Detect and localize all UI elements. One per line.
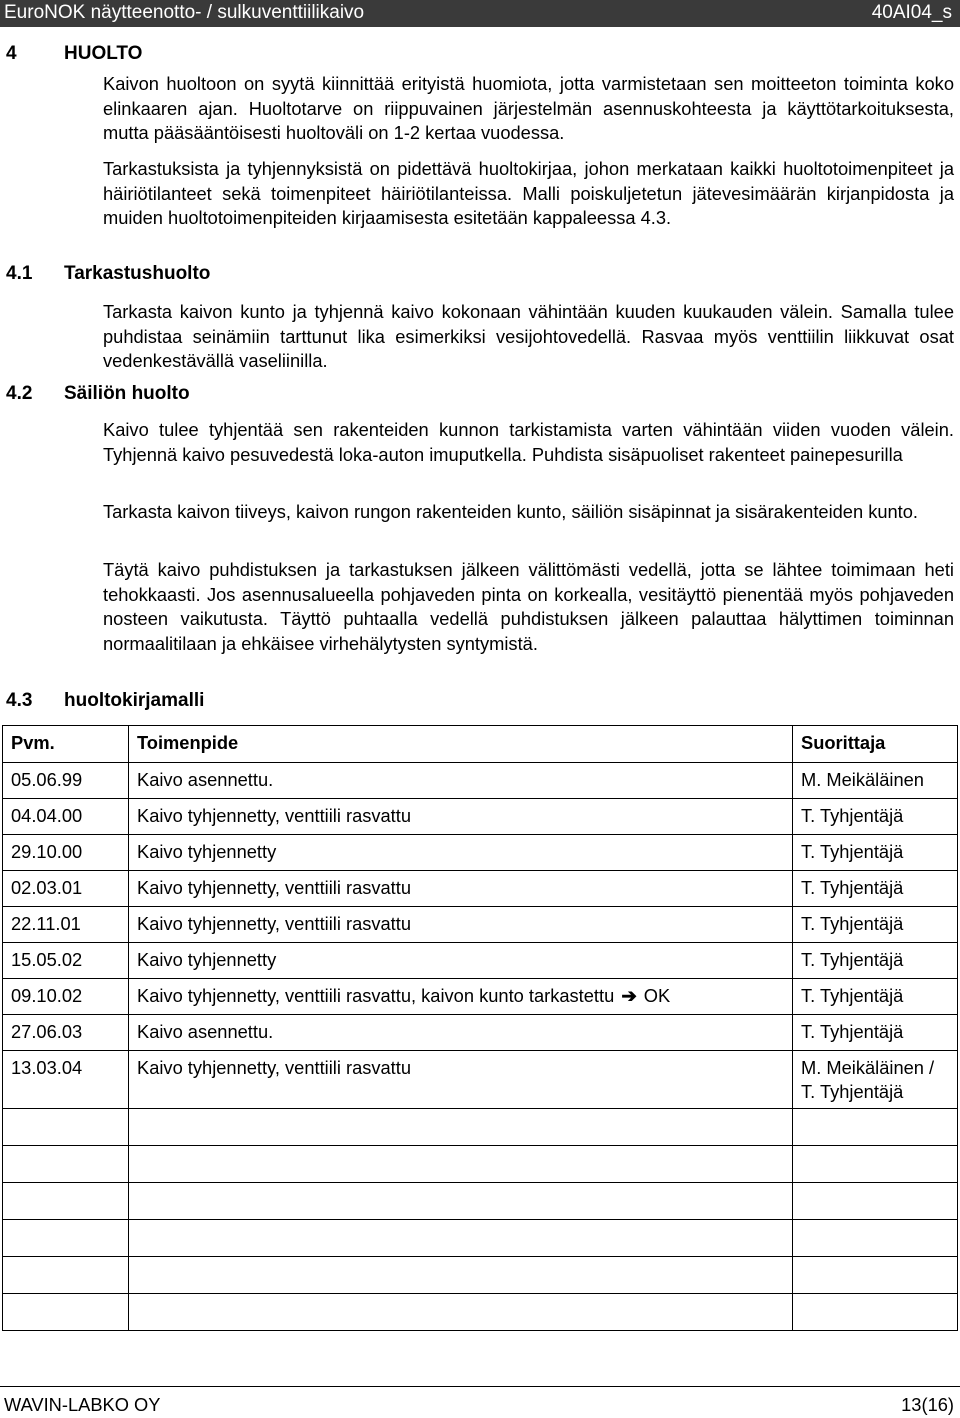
cell-action bbox=[129, 1051, 793, 1109]
cell-action bbox=[129, 1294, 793, 1331]
cell-date bbox=[3, 1183, 129, 1220]
section-4-heading bbox=[6, 43, 142, 65]
section-4-paragraph-1: Kaivon huoltoon on syytä kiinnittää erityistä huomiota, jotta varmistetaan sen moitteeton toiminta koko elinkaaren ajan. Huoltotarve on riippuvainen järjestelmän asennuskohteesta ja käyttötarkoituksesta, mutta pääsääntöisesti huoltoväli on 1-2 kertaa vuodessa. bbox=[103, 73, 954, 143]
cell-performer: T. Tyhjentäjä bbox=[793, 907, 958, 943]
company-name: WAVIN-LABKO OY bbox=[4, 1394, 161, 1415]
section-title: HUOLTO bbox=[64, 43, 143, 64]
cell-performer bbox=[793, 1257, 958, 1294]
cell-date bbox=[3, 1220, 129, 1257]
cell-performer: T. Tyhjentäjä bbox=[793, 979, 958, 1015]
cell-date: 29.10.00 bbox=[3, 835, 129, 871]
table-row bbox=[3, 871, 958, 907]
section-title: Tarkastushuolto bbox=[64, 263, 211, 284]
cell-performer: T. Tyhjentäjä bbox=[793, 943, 958, 979]
cell-performer bbox=[793, 1109, 958, 1146]
cell-date: 22.11.01 bbox=[3, 907, 129, 943]
table-row bbox=[3, 1051, 958, 1109]
table-row bbox=[3, 979, 958, 1015]
action-text: Kaivo tyhjennetty bbox=[137, 949, 277, 970]
section-title: Säiliön huolto bbox=[64, 383, 190, 404]
cell-performer bbox=[793, 1183, 958, 1220]
empty-table-row bbox=[3, 1220, 958, 1257]
cell-performer bbox=[793, 1294, 958, 1331]
action-text: Kaivo tyhjennetty, venttiili rasvattu bbox=[137, 877, 412, 898]
action-result: OK bbox=[643, 985, 671, 1006]
table-row bbox=[3, 907, 958, 943]
section-title: huoltokirjamalli bbox=[64, 690, 205, 711]
page-footer bbox=[0, 1386, 960, 1418]
cell-date: 13.03.04 bbox=[3, 1051, 129, 1109]
cell-action bbox=[129, 943, 793, 979]
cell-performer bbox=[793, 1220, 958, 1257]
cell-date: 09.10.02 bbox=[3, 979, 129, 1015]
table-row bbox=[3, 1015, 958, 1051]
table-row bbox=[3, 763, 958, 799]
action-text: Kaivo asennettu. bbox=[137, 1021, 274, 1042]
cell-date: 02.03.01 bbox=[3, 871, 129, 907]
table-row bbox=[3, 943, 958, 979]
section-4-2-heading bbox=[6, 383, 190, 405]
section-4-1-heading bbox=[6, 263, 210, 285]
cell-performer: M. Meikäläinen / T. Tyhjentäjä bbox=[793, 1051, 958, 1109]
section-4-2-paragraph-2: Tarkasta kaivon tiiveys, kaivon rungon rakenteiden kunto, säiliön sisäpinnat ja sisärakenteiden kunto. bbox=[103, 501, 919, 522]
empty-table-row bbox=[3, 1183, 958, 1220]
cell-performer: T. Tyhjentäjä bbox=[793, 1015, 958, 1051]
cell-performer: M. Meikäläinen bbox=[793, 763, 958, 799]
cell-performer bbox=[793, 1146, 958, 1183]
section-4-paragraph-2: Tarkastuksista ja tyhjennyksistä on pidettävä huoltokirjaa, johon merkataan kaikki huoltotoimenpiteet ja häiriötilanteet sekä toimenpiteet häiriötilanteissa. Malli poiskuljetetun jätevesimäärän kirjanpidosta ja muiden huoltotoimenpiteiden kirjaamisesta esitetään kappaleessa 4.3. bbox=[103, 158, 954, 228]
right-arrow-icon: ➔ bbox=[621, 985, 637, 1006]
cell-action bbox=[129, 907, 793, 943]
empty-table-row bbox=[3, 1109, 958, 1146]
cell-action bbox=[129, 1220, 793, 1257]
section-4-2-paragraph-3: Täytä kaivo puhdistuksen ja tarkastuksen jälkeen välittömästi vedellä, jotta se lähtee toimimaan heti tehokkaasti. Jos asennusalueella pohjaveden pinta on korkealla, vesitäyttö pienentää myös pohjaveden nosteen vaikutusta. Täyttö puhtaalla vedellä puhdistuksen jälkeen palauttaa hälyttimen toiminnan normaalitilaan ja ehkäisee virhehälytysten syntymistä. bbox=[103, 559, 954, 654]
section-4-3-heading bbox=[6, 690, 204, 712]
empty-table-row bbox=[3, 1294, 958, 1331]
table-row bbox=[3, 835, 958, 871]
section-4-2-paragraph-1: Kaivo tulee tyhjentää sen rakenteiden kunnon tarkistamista varten vähintään viiden vuoden välein. Tyhjennä kaivo pesuvedestä loka-auton imuputkella. Puhdista sisäpuoliset rakenteet painepesurilla bbox=[103, 419, 954, 465]
cell-date: 27.06.03 bbox=[3, 1015, 129, 1051]
cell-date: 15.05.02 bbox=[3, 943, 129, 979]
action-text: Kaivo tyhjennetty, venttiili rasvattu bbox=[137, 913, 412, 934]
cell-date bbox=[3, 1146, 129, 1183]
action-text: Kaivo tyhjennetty, venttiili rasvattu bbox=[137, 805, 412, 826]
action-text: Kaivo tyhjennetty bbox=[137, 841, 277, 862]
document-code: 40AI04_s bbox=[871, 2, 952, 23]
cell-performer: T. Tyhjentäjä bbox=[793, 835, 958, 871]
section-number: 4.3 bbox=[6, 690, 33, 711]
cell-performer: T. Tyhjentäjä bbox=[793, 871, 958, 907]
cell-date: 05.06.99 bbox=[3, 763, 129, 799]
empty-table-row bbox=[3, 1257, 958, 1294]
cell-action bbox=[129, 799, 793, 835]
table-row bbox=[3, 799, 958, 835]
section-number: 4 bbox=[6, 43, 17, 64]
cell-action bbox=[129, 763, 793, 799]
section-number: 4.1 bbox=[6, 263, 33, 284]
document-title: EuroNOK näytteenotto- / sulkuventtiilikaivo bbox=[4, 2, 365, 23]
cell-action bbox=[129, 1183, 793, 1220]
cell-action bbox=[129, 1109, 793, 1146]
cell-date: 04.04.00 bbox=[3, 799, 129, 835]
cell-action bbox=[129, 871, 793, 907]
cell-action bbox=[129, 835, 793, 871]
column-header-date: Pvm. bbox=[3, 726, 129, 763]
action-text: Kaivo tyhjennetty, venttiili rasvattu, kaivon kunto tarkastettu bbox=[137, 985, 615, 1006]
action-text: Kaivo asennettu. bbox=[137, 769, 274, 790]
cell-action bbox=[129, 1257, 793, 1294]
section-4-1-paragraph: Tarkasta kaivon kunto ja tyhjennä kaivo kokonaan vähintään kuuden kuukauden välein. Samalla tulee puhdistaa seinämiin tarttunut lika esimerkiksi vesijohtovedellä. Rasvaa myös venttiilin liikkuvat osat vedenkestävällä vaseliinilla. bbox=[103, 301, 954, 371]
cell-performer: T. Tyhjentäjä bbox=[793, 799, 958, 835]
cell-date bbox=[3, 1257, 129, 1294]
maintenance-log-table bbox=[2, 725, 958, 1331]
section-number: 4.2 bbox=[6, 383, 33, 404]
table-header-row bbox=[3, 726, 958, 763]
action-text: Kaivo tyhjennetty, venttiili rasvattu bbox=[137, 1057, 412, 1078]
column-header-performer: Suorittaja bbox=[793, 726, 958, 763]
cell-action bbox=[129, 979, 793, 1015]
empty-table-row bbox=[3, 1146, 958, 1183]
cell-date bbox=[3, 1294, 129, 1331]
cell-action bbox=[129, 1146, 793, 1183]
cell-action bbox=[129, 1015, 793, 1051]
page-header bbox=[0, 0, 960, 27]
cell-date bbox=[3, 1109, 129, 1146]
page-number: 13(16) bbox=[901, 1394, 954, 1415]
column-header-action: Toimenpide bbox=[129, 726, 793, 763]
